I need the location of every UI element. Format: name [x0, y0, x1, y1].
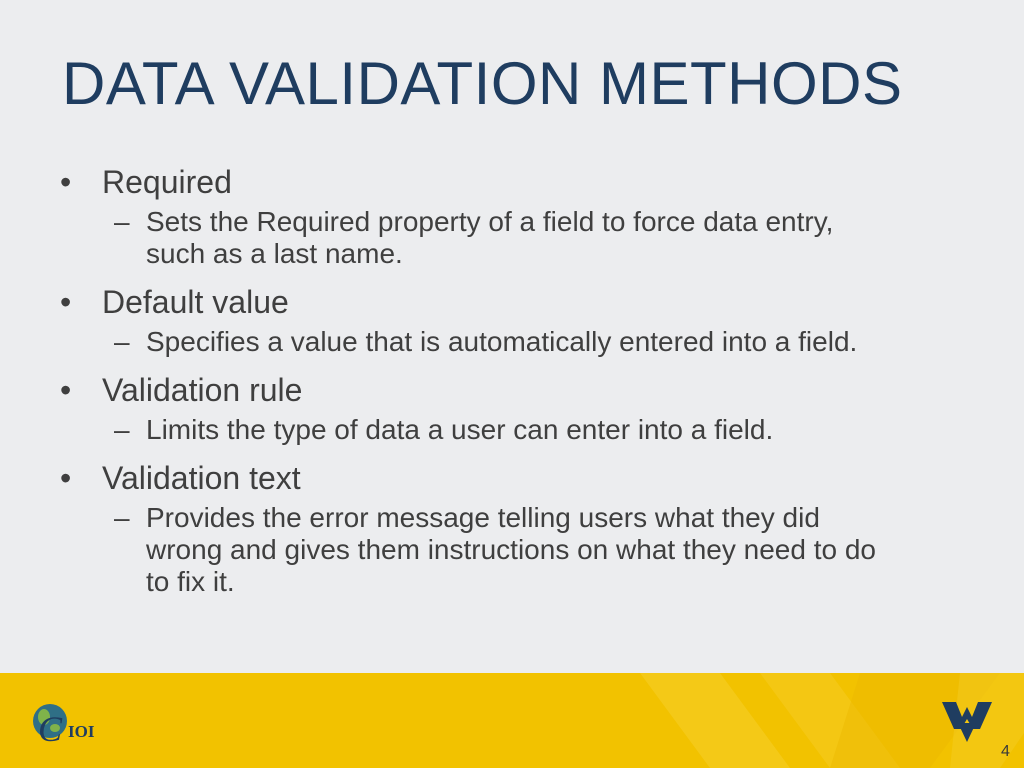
bullet-item — [0, 160, 960, 270]
bullet-dot: • — [60, 372, 72, 408]
sub-bullet-dash: – — [114, 502, 130, 533]
bullet-item — [0, 368, 960, 446]
bullet-row — [0, 456, 960, 500]
sub-bullet-text: Provides the error message telling users what they did wrong and gives them instructions on what they need to do to fix it. — [146, 502, 876, 597]
page-number: 4 — [1001, 743, 1010, 760]
footer-stripes — [0, 673, 1024, 768]
slide-title: DATA VALIDATION METHODS — [62, 50, 903, 117]
logo-letter: C — [38, 709, 63, 749]
wv-logo-v — [958, 723, 976, 742]
wv-logo-icon — [940, 699, 994, 743]
bullet-row — [0, 280, 960, 324]
footer-band — [0, 673, 1024, 768]
bullet-label: Validation rule — [102, 372, 303, 408]
bullet-dot: • — [60, 164, 72, 200]
sub-bullet-text: Sets the Required property of a field to force data entry, such as a last name. — [146, 206, 834, 269]
sub-bullet-row — [0, 206, 960, 270]
sub-bullet-row — [0, 414, 960, 446]
bullet-item — [0, 280, 960, 358]
bullet-list — [0, 160, 960, 608]
bullet-dot: • — [60, 284, 72, 320]
bullet-dot: • — [60, 460, 72, 496]
wv-logo — [940, 699, 994, 748]
sub-bullet-row — [0, 326, 960, 358]
cs101-logo — [30, 697, 110, 754]
bullet-label: Required — [102, 164, 232, 200]
sub-bullet-dash: – — [114, 414, 130, 445]
logo-text: IOI — [68, 722, 95, 741]
sub-bullet-dash: – — [114, 206, 130, 237]
cs101-logo-image — [30, 697, 110, 749]
sub-bullet-text: Limits the type of data a user can enter into a field. — [146, 414, 774, 445]
bullet-label: Default value — [102, 284, 289, 320]
bullet-item — [0, 456, 960, 598]
sub-bullet-dash: – — [114, 326, 130, 357]
bullet-row — [0, 160, 960, 204]
sub-bullet-text: Specifies a value that is automatically entered into a field. — [146, 326, 858, 357]
bullet-label: Validation text — [102, 460, 301, 496]
sub-bullet-row — [0, 502, 960, 598]
bullet-row — [0, 368, 960, 412]
footer-stripe — [640, 673, 790, 768]
